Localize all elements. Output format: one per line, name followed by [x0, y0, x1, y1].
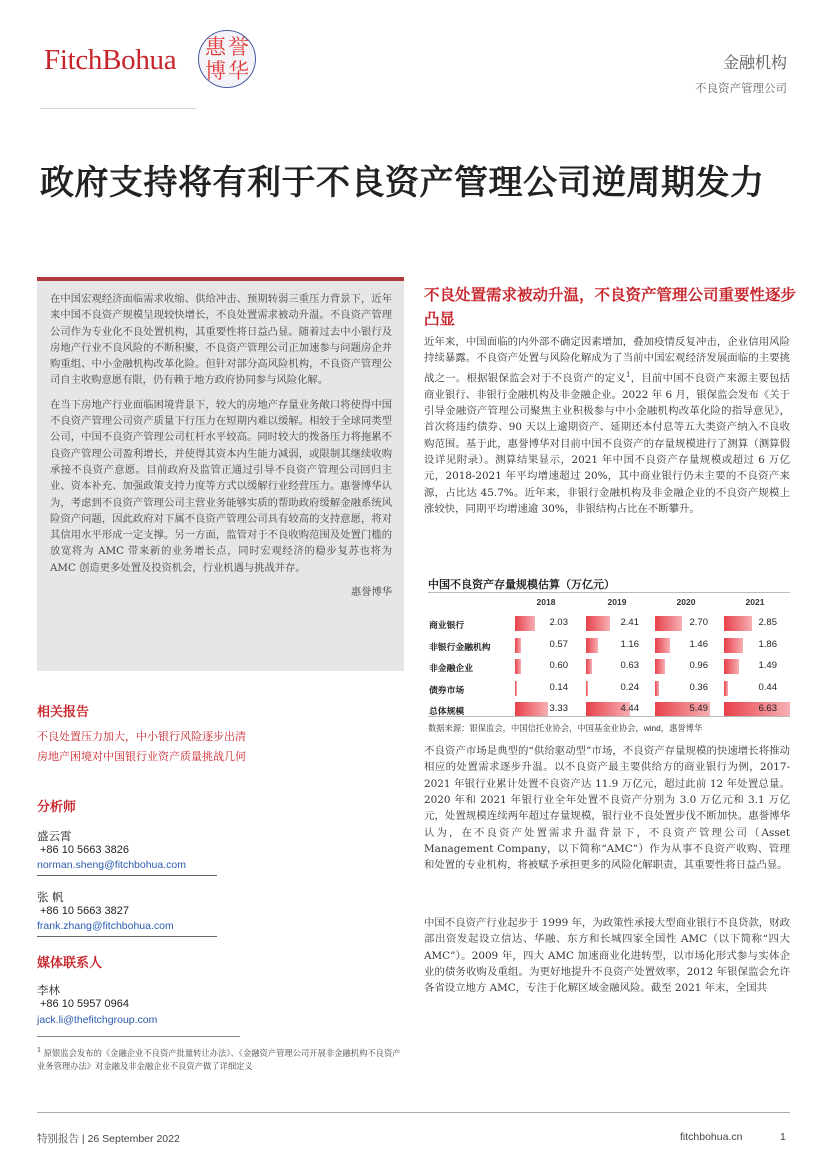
logo-wordmark: FitchBohua [44, 44, 177, 76]
row-label: 总体规模 [429, 706, 465, 716]
media-contact-name: 李林 [37, 983, 60, 997]
analysts-heading: 分析师 [37, 799, 77, 814]
data-value: 1.86 [758, 639, 777, 650]
data-value: 0.63 [620, 660, 639, 671]
divider [37, 936, 217, 937]
body-paragraph: 中国不良资产行业起步于 1999 年，为政策性承接大型商业银行不良贷款，财政部出资发起设立信达、华融、东方和长城四家全国性 AMC（以下简称“四大 AMC”）。2009 年，四大 AMC 加速商业化进转型，以市场化形式参与实体企业的债务收购及重组。为更好地提升不良资产处置效率，2012 年银保监会允许各省设立地方 AMC，专注于化解区域金融风险。截至 2021 年末，全国共 [424, 917, 790, 995]
footer-divider [37, 1112, 790, 1113]
seal-char: 华 [228, 59, 249, 83]
analyst-phone: +86 10 5663 3827 [40, 905, 130, 917]
data-value: 0.24 [620, 682, 639, 693]
row-label: 债券市场 [429, 685, 465, 695]
data-value: 0.14 [549, 682, 568, 693]
section-heading: 不良处置需求被动升温，不良资产管理公司重要性逐步凸显 [424, 286, 797, 328]
footer-website[interactable]: fitchbohua.cn [680, 1131, 743, 1143]
year-header: 2021 [745, 597, 765, 607]
report-category [695, 50, 787, 96]
year-header: 2020 [676, 597, 696, 607]
data-value: 0.44 [758, 682, 777, 693]
analyst-name: 张 帆 [37, 890, 64, 904]
page-number: 1 [780, 1131, 786, 1143]
paragraph-text: 近年来，中国面临的内外部不确定因素增加，叠加疫情反复冲击，企业信用风险持续暴露。不良资产处置与风险化解成为了当前中国宏观经济发展面临的主要挑战之一。根据银保监会对于不良资产的定义 [424, 336, 790, 385]
summary-signature: 惠誉博华 [350, 586, 392, 599]
analyst-phone: +86 10 5663 3826 [40, 844, 130, 856]
chart-source: 数据来源：银保监会，中国信托业协会，中国基金业协会，wind，惠誉博华 [428, 723, 703, 733]
media-contact-email[interactable]: jack.li@thefitchgroup.com [37, 1014, 158, 1026]
body-paragraph [424, 334, 790, 517]
data-value: 2.41 [620, 617, 639, 628]
footnote-ref: 1 [626, 370, 631, 379]
data-value: 2.03 [549, 617, 568, 628]
summary-box [37, 277, 404, 671]
year-header: 2018 [536, 597, 556, 607]
data-value: 1.46 [689, 639, 708, 650]
body-paragraph: 不良资产市场是典型的“供给驱动型”市场，不良资产存量规模的快速增长将推动相应的处置需求逐步升温。以不良资产最主要供给方的商业银行为例，2017-2021 年银行业累计处置不良资产达 11.9 万亿元，超过此前 12 年处置总量。2020 年和 2021 年银行业全年处置不良资产分别为 3.0 万亿元和 3.1 万亿元，处置规模连续两年超过存量规模，银行业不良处置步伐不断加快。惠誉博华认为，在不良资产处置需求升温背景下，不良资产管理公司（Asset Management Company，以下简称“AMC”）作为从事不良资产收购、管理和处置的专业机构，将被赋予承担更多的风险化解职责，其重要性将日益凸显。 [424, 745, 790, 872]
data-value: 1.49 [758, 660, 777, 671]
data-value: 6.63 [758, 703, 777, 714]
data-value: 2.85 [758, 617, 777, 628]
paragraph-text: ，目前中国不良资产来源主要包括商业银行、非银行金融机构及非金融企业。2022 年 6 月，银保监会发布《关于引导金融资产管理公司聚焦主业积极参与中小金融机构改革化险的指导意见》，首次将违约债券、90 天以上逾期资产、延期还本付息等五大类资产纳入不良收购范围。基于此，惠誉博华对目前中国不良资产的存量规模进行了测算（测算假设详见附录）。测算结果显示，2021 年中国不良资产存量规模或超过 6 万亿元，2018-2021 年平均增速超过 20%，其中商业银行仍未主要的不良资产来源，占比达 45.7%。近年来，非银行金融机构及非金融企业的不良资产规模上涨较快，同期平均增速逾 30%，非银结构占比在不断攀升。 [424, 372, 790, 515]
media-contact-phone: +86 10 5957 0964 [40, 998, 130, 1010]
report-date: 26 September 2022 [87, 1133, 180, 1145]
page-title: 政府支持将有利于不良资产管理公司逆周期发力 [40, 163, 765, 203]
header-divider [40, 108, 196, 109]
footer-report-info: 特别报告 | 26 September 2022 [37, 1133, 180, 1145]
category-label: 金融机构 [722, 53, 787, 72]
summary-paragraph: 在中国宏观经济面临需求收缩、供给冲击、预期转弱三重压力背景下，近年来中国不良资产规模呈现较快增长，不良处置需求被动升温。不良资产管理公司作为专业化不良处置机构，其重要性将日益凸显。随着过去中小银行及房地产行业不良风险的不断积聚，不良资产管理公司正加速参与问题房企并购重组、中小金融机构改革化险。但针对部分高风险机构，不良资产管理公司自主收购意愿有限，仍有赖于地方政府协同参与风险化解。 [50, 293, 392, 387]
data-value: 5.49 [689, 703, 708, 714]
chart-bottom-rule [428, 716, 790, 717]
summary-paragraph: 在当下房地产行业面临困境背景下，较大的房地产存量业务敞口将使得中国不良资产管理公司资产质量下行压力在短期内难以缓解。相较于全球同类型公司，中国不良资产管理公司杠杆水平较高。同时较大的拨备压力将拖累不良资产管理公司盈利增长，并使得其资本内生能力减弱，或限制其继续收购承接不良资产意愿。目前政府及监管正通过引导不良资产管理公司回归主业、资本补充、加强政策支持力度等方式以缓解行业经营压力。惠誉博华认为，考虑到不良资产管理公司主营业务能够实质的帮助政府缓解金融系统风险资产问题，因此政府对下属不良资产管理公司具有较高的支持意愿，将对其信用水平形成一定支撑。另一方面，监管对于不良收购范围及处置门槛的放宽将为 AMC 带来新的业务增长点，同时宏观经济的稳步复苏也将为 AMC 创造更多处置及投资机会，行业机遇与挑战并存。 [50, 398, 392, 574]
data-value: 2.70 [689, 617, 708, 628]
row-label: 商业银行 [429, 620, 465, 630]
analyst-name: 盛云霄 [37, 829, 72, 843]
data-value: 0.60 [549, 660, 568, 671]
data-value: 4.44 [620, 703, 639, 714]
row-label: 非金融企业 [429, 663, 473, 673]
seal-char: 博 [205, 59, 226, 83]
row-label: 非银行金融机构 [429, 642, 491, 652]
footnote [37, 1044, 407, 1073]
data-value: 0.36 [689, 682, 708, 693]
chart-top-rule [428, 592, 790, 593]
footnote-divider [37, 1036, 240, 1037]
chart-title: 中国不良资产存量规模估算（万亿元） [428, 579, 615, 591]
media-contact-heading: 媒体联系人 [37, 955, 103, 970]
report-type: 特别报告 [37, 1133, 79, 1145]
seal-char: 惠 [205, 35, 226, 59]
data-value: 3.33 [549, 703, 568, 714]
seal-char: 誉 [228, 35, 249, 59]
logo-seal [198, 30, 256, 88]
subcategory-label: 不良资产管理公司 [695, 81, 787, 95]
footnote-mark: 1 [37, 1046, 42, 1054]
related-report-link[interactable]: 房地产困境对中国银行业资产质量挑战几何 [37, 750, 246, 763]
data-value: 1.16 [620, 639, 639, 650]
divider [37, 875, 217, 876]
analyst-email[interactable]: norman.sheng@fitchbohua.com [37, 859, 186, 871]
footnote-text: 原银监会发布的《金融企业不良资产批量转让办法》、《金融资产管理公司开展非金融机构不良资产业务管理办法》对金融及非金融企业不良资产做了详细定义 [37, 1047, 401, 1071]
data-value: 0.96 [689, 660, 708, 671]
data-value: 0.57 [549, 639, 568, 650]
fitchbohua-logo [40, 30, 270, 90]
related-reports-heading: 相关报告 [37, 704, 90, 719]
year-header: 2019 [607, 597, 627, 607]
analyst-email[interactable]: frank.zhang@fitchbohua.com [37, 920, 174, 932]
related-report-link[interactable]: 不良处置压力加大，中小银行风险逐步出清 [37, 730, 246, 743]
